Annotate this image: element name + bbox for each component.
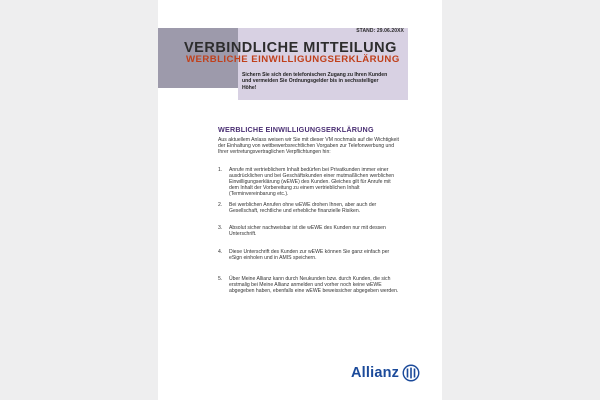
list-item-number: 3. — [218, 225, 223, 231]
list-item-number: 5. — [218, 276, 223, 282]
document-page — [158, 0, 442, 400]
intro-paragraph: Aus aktuellem Anlass weisen wir Sie mit dieser VM nochmals auf die Wichtigkeit der Einhaltung von wettbewerbsrechtlichen Vorgaben zur Telefonwerbung und Ihrer vertretungsvertraglichen Verpflichtungen hin: — [218, 137, 399, 156]
list-item-number: 4. — [218, 249, 223, 255]
list-item-number: 1. — [218, 167, 223, 173]
list-item-text: Bei werblichen Anrufen ohne wEWE drohen Ihnen, aber auch der Gesellschaft, rechtliche und erhebliche finanzielle Risiken. — [229, 202, 377, 215]
list-item-text: Absolut sicher nachweisbar ist die wEWE des Kunden nur mit dessen Unterschrift. — [229, 225, 386, 238]
list-item-text: Über Meine Allianz kann durch Neukunden bzw. durch Kunden, die sich erstmalig bei Meine Allianz anmelden und vorher noch keine wEWE abgegeben haben, ebenfalls eine wEWE beweissicher abgegeben werden. — [229, 276, 399, 295]
document-subtitle: WERBLICHE EINWILLIGUNGSERKLÄRUNG — [186, 54, 400, 65]
logo-wordmark: Allianz — [351, 365, 400, 381]
list-item-number: 2. — [218, 202, 223, 208]
date-stamp: STAND: 29.06.20XX — [356, 28, 404, 34]
document-title: VERBINDLICHE MITTEILUNG — [184, 40, 397, 56]
section-heading: WERBLICHE EINWILLIGUNGSERKLÄRUNG — [218, 125, 374, 134]
header-tagline: Sichern Sie sich den telefonischen Zugang zu Ihren Kunden und vermeiden Sie Ordnungsgelder bis in sechsstelliger Höhe! — [242, 72, 388, 91]
list-item-text: Anrufe mit vertrieblichem Inhalt bedürfen bei Privatkunden immer einer ausdrücklichen und bei Geschäftskunden einer mutmaßlichen werblichen Einwilligungserklärung (wEWE) des Kunden. Gleiches gilt für Anrufe mit dem Inhalt der Vorbereitung zu einem vertrieblichen Inhalt (Terminvereinbarung etc.). — [229, 167, 395, 198]
list-item-text: Diese Unterschrift des Kunden zur wEWE können Sie ganz einfach per eSign einholen und in AMIS speichern. — [229, 249, 390, 262]
allianz-logo — [351, 362, 420, 384]
allianz-eagle-icon — [402, 364, 420, 382]
